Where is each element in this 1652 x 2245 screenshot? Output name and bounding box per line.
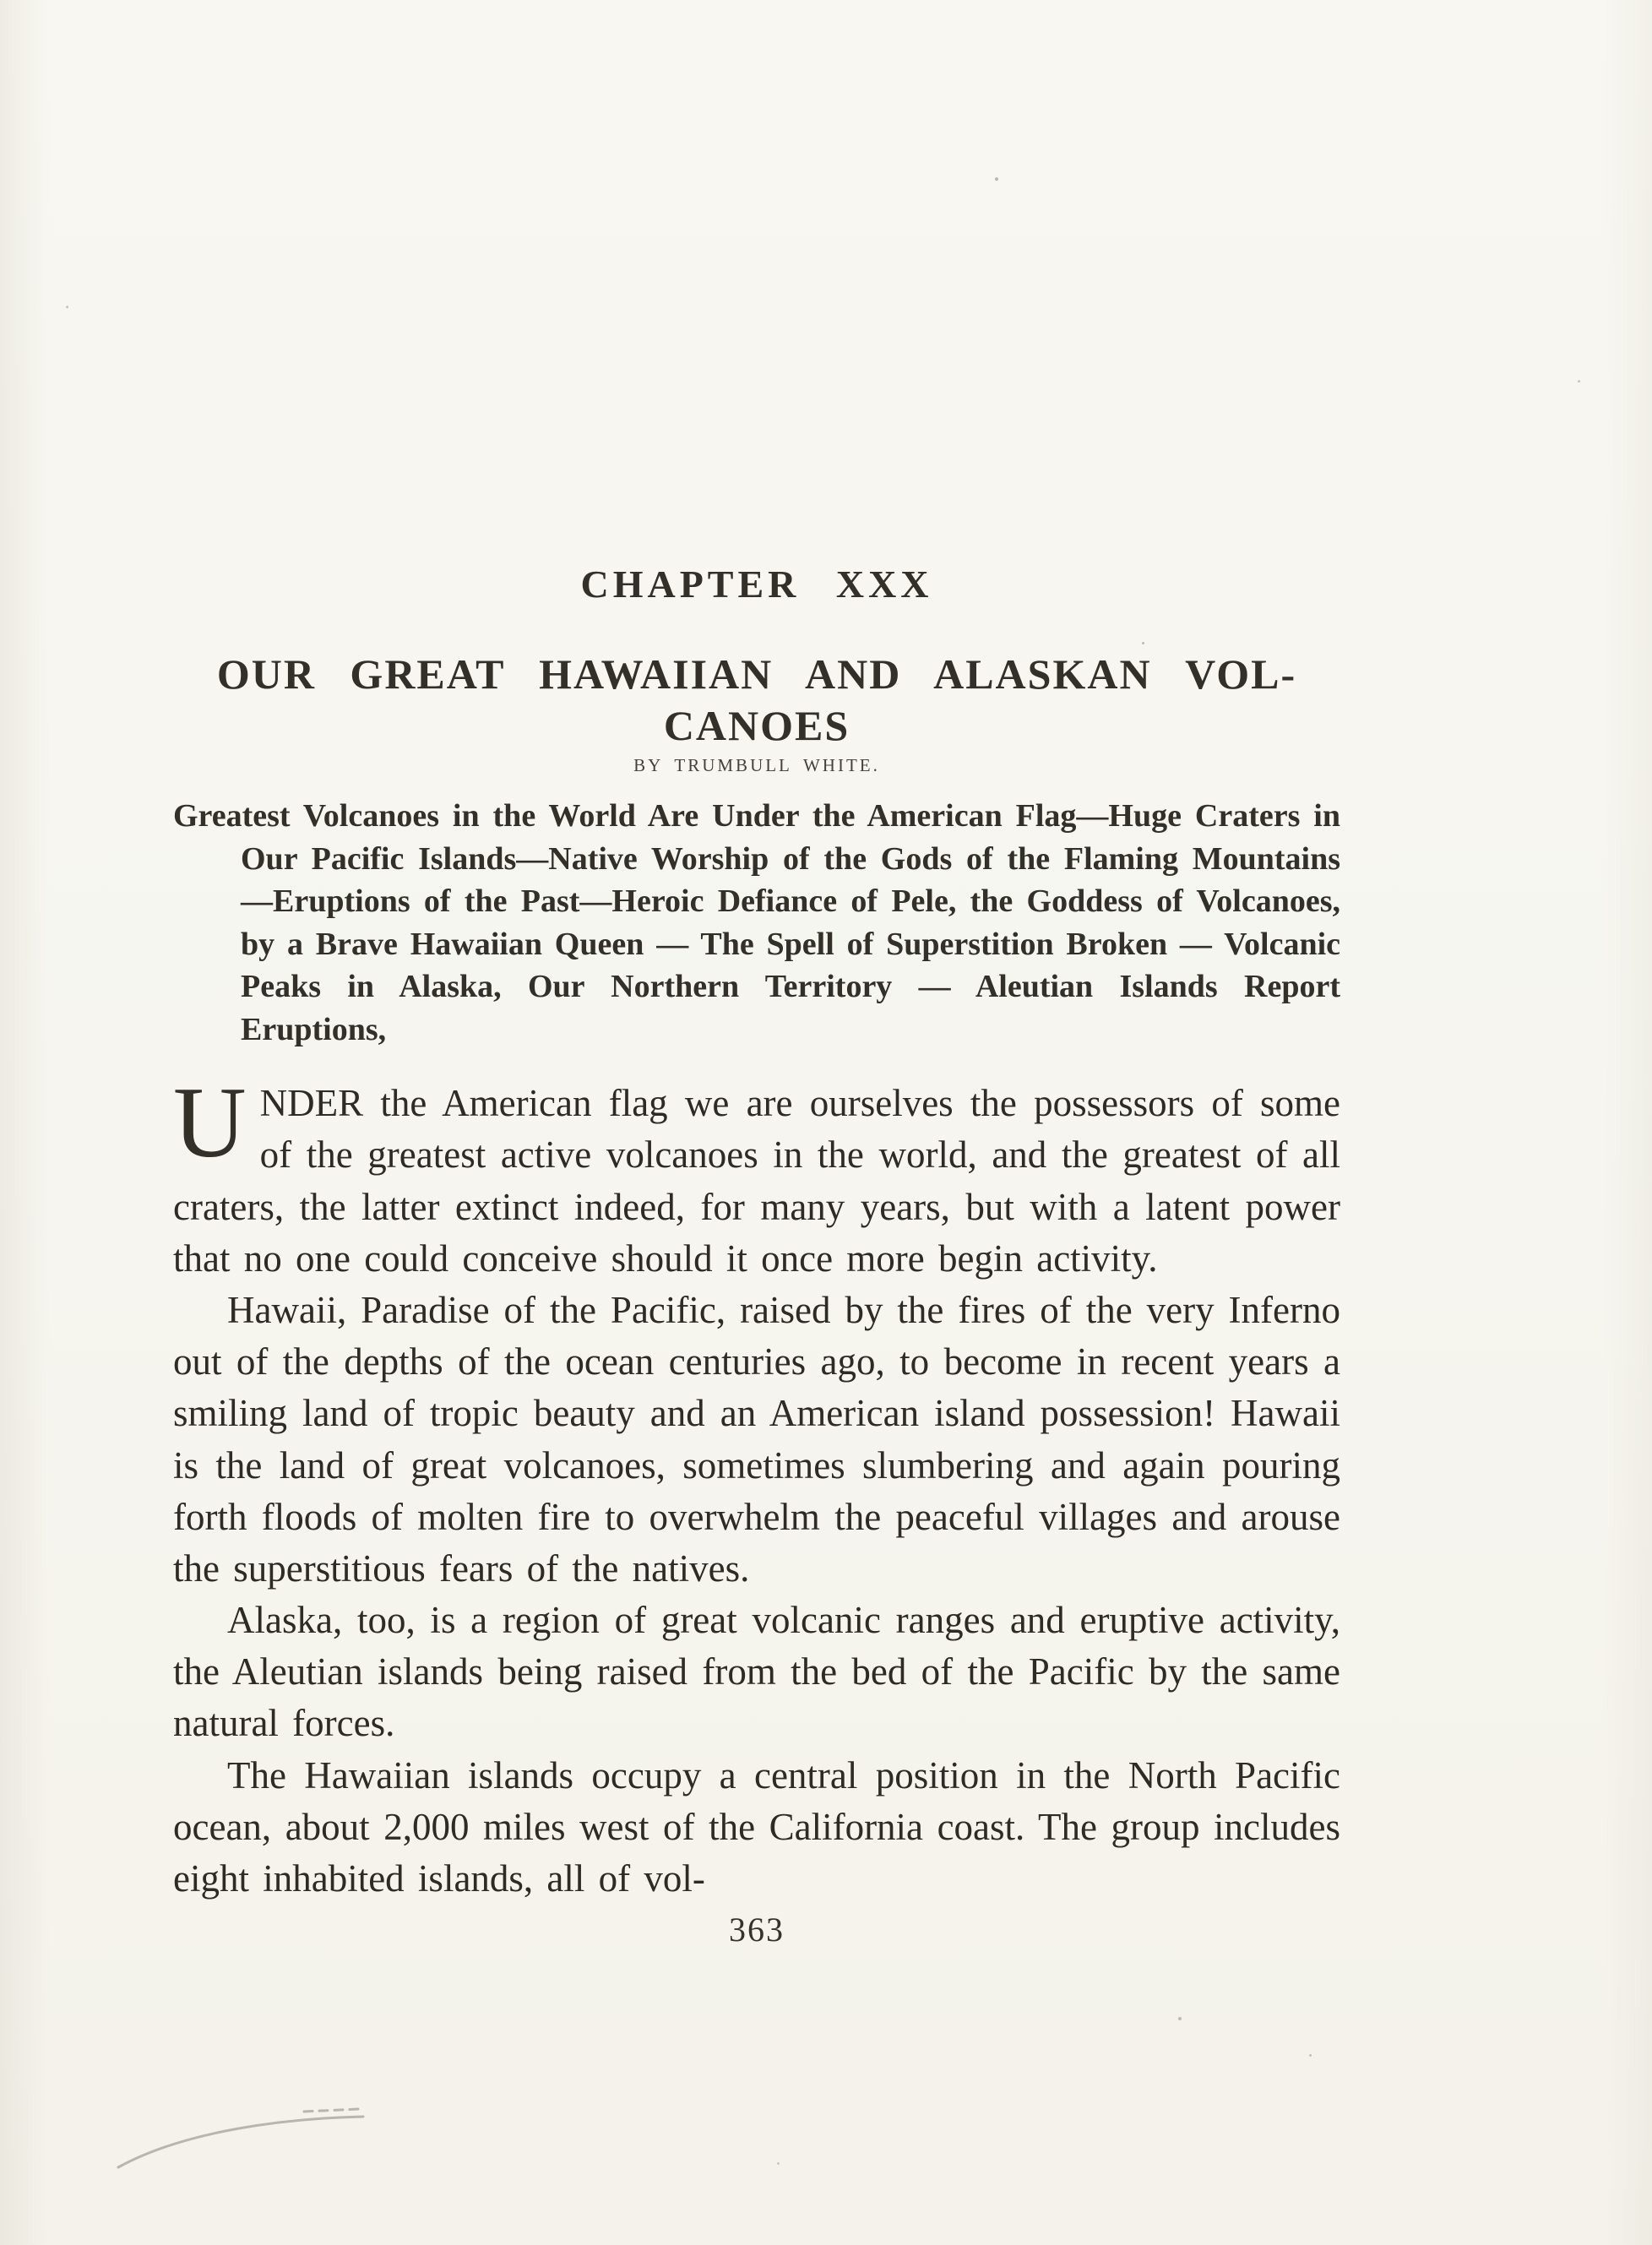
drop-cap: U — [173, 1066, 247, 1179]
byline: BY TRUMBULL WHITE. — [633, 755, 880, 775]
scan-speck — [66, 306, 68, 308]
article-title — [173, 649, 1340, 752]
scan-speck — [1309, 2054, 1312, 2057]
pencil-mark-icon — [110, 2086, 465, 2179]
article-title-line2: CANOES — [663, 702, 850, 749]
scan-speck — [1178, 2017, 1182, 2020]
chapter-title: CHAPTER XXX — [580, 563, 933, 606]
paragraph-2: Hawaii, Paradise of the Pacific, raised by the fires of the very Inferno out of the depths of the ocean centuries ago, to become in recent years a smiling land of tropic beauty and an American island possession! Hawaii is the land of great volcanoes, sometimes slumbering and again pouring forth floods of molten fire to overwhelm the peaceful villages and arouse the superstitious fears of the natives. — [173, 1288, 1340, 1590]
paragraph-1 — [173, 1066, 1340, 1285]
scan-speck — [1142, 642, 1144, 644]
body-text — [173, 1066, 1340, 1905]
paragraph-3: Alaska, too, is a region of great volcanic ranges and eruptive activity, the Aleutian islands being raised from the bed of the Pacific by the same natural forces. — [173, 1599, 1340, 1745]
article-title-line1: OUR GREAT HAWAIIAN AND ALASKAN VOL- — [216, 650, 1297, 698]
scan-speck — [1578, 380, 1580, 383]
scan-speck — [995, 177, 998, 181]
paragraph-1-text: NDER the American flag we are ourselves the possessors of some of the greatest active volcanoes in the world, and the greatest of all craters, the latter extinct indeed, for many years, but with a latent power that no one could conceive should it once more begin activity. — [173, 1082, 1340, 1280]
page-content — [173, 562, 1340, 1949]
page-number: 363 — [729, 1911, 785, 1949]
scan-speck — [777, 2162, 780, 2165]
chapter-summary: Greatest Volcanoes in the World Are Under the American Flag—Huge Craters in Our Pacific Islands—Native Worship of the Gods of the Flaming Mountains—Eruptions of the Past—Heroic Defiance of Pele, the Goddess of Volcanoes, by a Brave Hawaiian Queen — The Spell of Superstition Broken — Volcanic Peaks in Alaska, Our Northern Territory — Aleutian Islands Report Eruptions, — [173, 798, 1340, 1047]
paragraph-4: The Hawaiian islands occupy a central position in the North Pacific ocean, about 2,000 miles west of the California coast. The group includes eight inhabited islands, all of vol- — [173, 1753, 1340, 1900]
